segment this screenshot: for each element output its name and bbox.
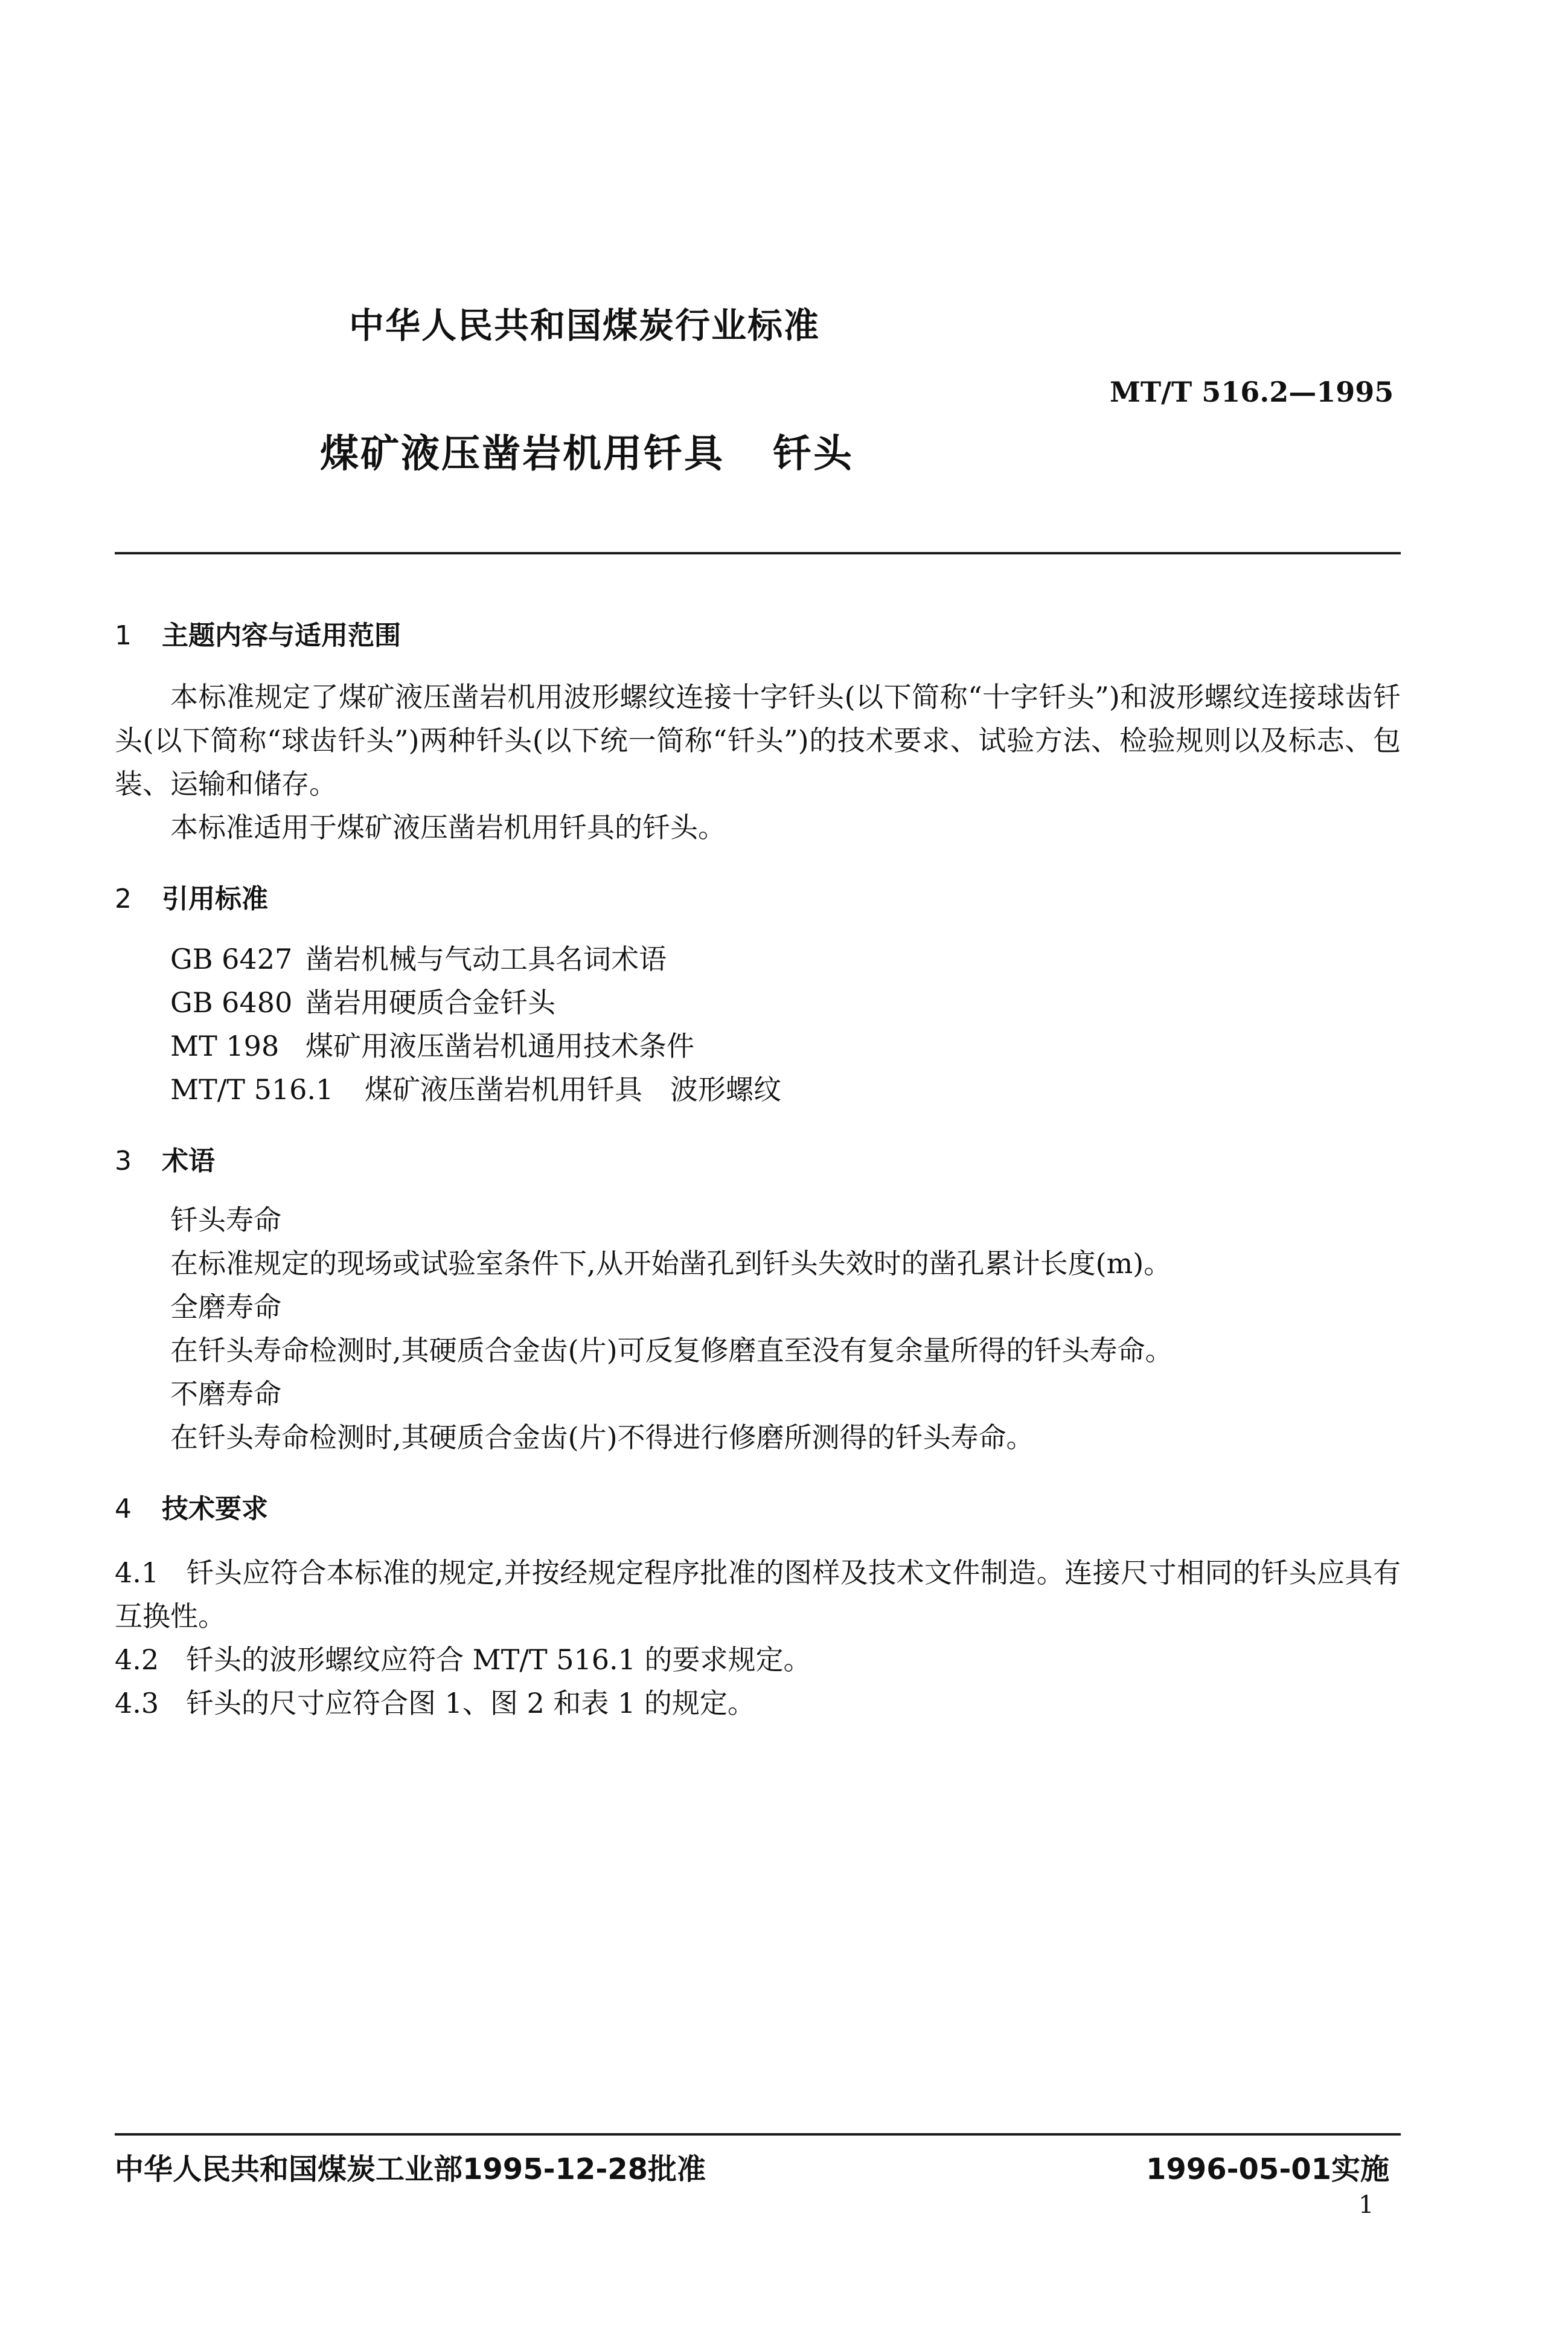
clause-number: 4.2 [115,1643,159,1676]
reference-item [170,981,555,1024]
reference-code: GB 6427 [170,943,293,975]
reference-title: 凿岩用硬质合金钎头 [306,986,555,1019]
section-3-heading [115,1139,215,1178]
section-number: 2 [115,884,132,914]
clause-text: 钎头的波形螺纹应符合 MT/T 516.1 的要求规定。 [186,1643,811,1676]
header-divider [115,552,1401,554]
reference-item [170,937,667,981]
term-name: 钎头寿命 [170,1204,281,1236]
section-1-heading [115,614,401,652]
section-title: 技术要求 [162,1494,268,1524]
section-1-paragraph-2: 本标准适用于煤矿液压凿岩机用钎具的钎头。 [170,811,726,844]
section-number: 1 [115,620,132,651]
clause-4-3 [115,1681,755,1725]
term-definition: 在钎头寿命检测时,其硬质合金齿(片)不得进行修磨所测得的钎头寿命。 [170,1421,1034,1454]
reference-title: 煤矿液压凿岩机用钎具 波形螺纹 [365,1073,781,1106]
section-number: 4 [115,1494,132,1524]
section-title: 术语 [162,1146,215,1176]
standard-code: MT/T 516.2—1995 [1110,376,1394,408]
page-number: 1 [1358,2191,1374,2219]
reference-item [170,1068,781,1111]
section-2-heading [115,877,268,916]
clause-4-1 [115,1551,1401,1638]
document-title-main: 煤矿液压凿岩机用钎具 [320,432,725,477]
document-title-sub: 钎头 [773,432,854,477]
document-title [320,423,854,478]
term-name: 不磨寿命 [170,1378,281,1410]
term-definition: 在标准规定的现场或试验室条件下,从开始凿孔到钎头失效时的凿孔累计长度(m)。 [170,1247,1172,1280]
section-title: 引用标准 [162,884,268,914]
clause-number: 4.1 [115,1556,159,1589]
footer-divider [115,2133,1401,2136]
reference-code: GB 6480 [170,986,293,1019]
term-name: 全磨寿命 [170,1291,281,1323]
section-4-heading [115,1487,268,1526]
reference-code: MT 198 [170,1030,280,1062]
reference-title: 煤矿用液压凿岩机通用技术条件 [306,1030,694,1062]
reference-item [170,1024,694,1068]
section-1-paragraph-1: 本标准规定了煤矿液压凿岩机用波形螺纹连接十字钎头(以下简称“十字钎头”)和波形螺纹连接球齿钎头(以下简称“球齿钎头”)两种钎头(以下统一简称“钎头”)的技术要求、试验方法、检验规则以及标志、包装、运输和储存。 [115,681,1401,800]
standard-body-title: 中华人民共和国煤炭行业标准 [349,305,821,346]
reference-code: MT/T 516.1 [170,1073,334,1106]
clause-4-2 [115,1638,811,1681]
effective-date: 1996-05-01实施 [1146,2152,1390,2186]
reference-title: 凿岩机械与气动工具名词术语 [306,943,667,975]
clause-text: 钎头的尺寸应符合图 1、图 2 和表 1 的规定。 [186,1687,755,1719]
clause-text: 钎头应符合本标准的规定,并按经规定程序批准的图样及技术文件制造。连接尺寸相同的钎头应具有互换性。 [115,1556,1401,1632]
term-definition: 在钎头寿命检测时,其硬质合金齿(片)可反复修磨直至没有复余量所得的钎头寿命。 [170,1334,1173,1367]
approval-line: 中华人民共和国煤炭工业部1995-12-28批准 [115,2152,706,2186]
section-number: 3 [115,1146,132,1176]
clause-number: 4.3 [115,1687,159,1719]
section-title: 主题内容与适用范围 [162,620,401,651]
